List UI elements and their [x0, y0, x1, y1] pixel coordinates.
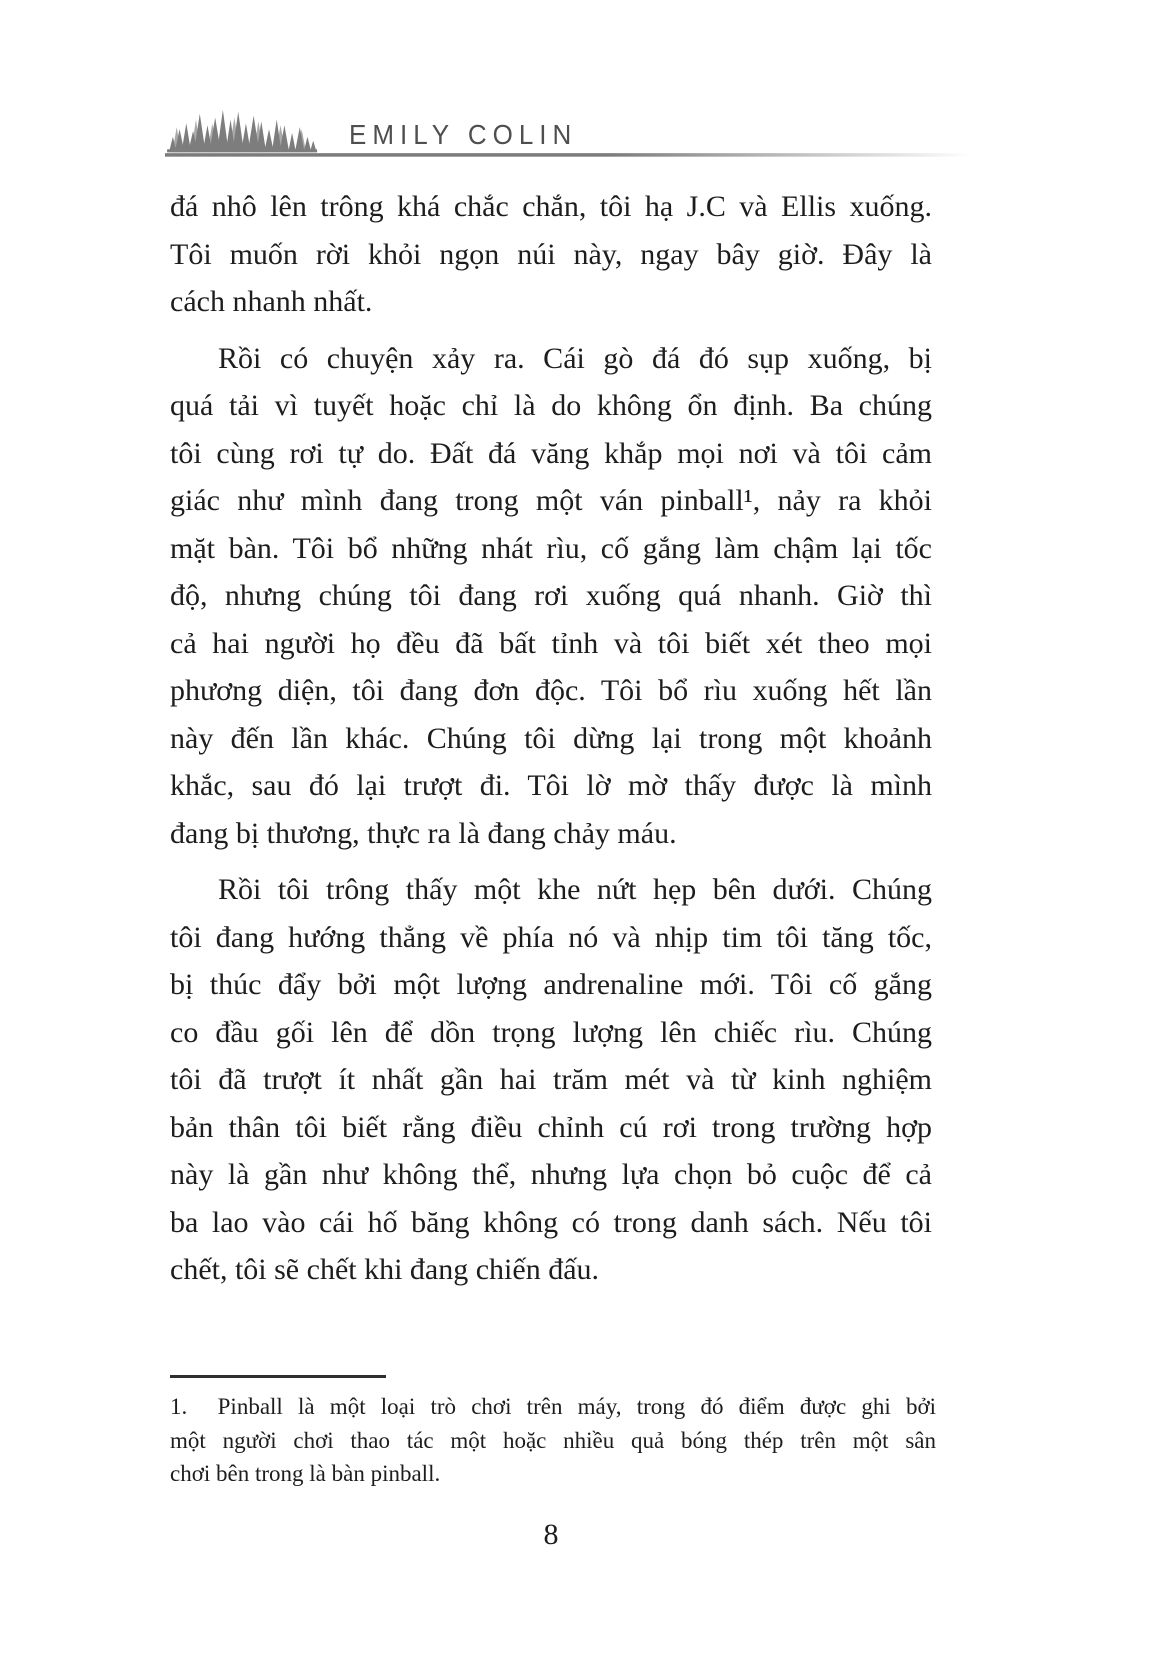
text-line: tôi đã trượt ít nhất gần hai trăm mét và từ kinh nghiệm — [170, 1063, 932, 1096]
text-line: 1. Pinball là một loại trò chơi trên máy, trong đó điểm được ghi bởi — [170, 1394, 936, 1419]
text-line: đang bị thương, thực ra là đang chảy máu. — [170, 816, 677, 850]
text-line: khắc, sau đó lại trượt đi. Tôi lờ mờ thấy được là mình — [170, 769, 932, 802]
page-number: 8 — [543, 1518, 559, 1551]
author-name: EMILY COLIN — [349, 118, 578, 151]
text-line: đá nhô lên trông khá chắc chắn, tôi hạ J.C và Ellis xuống. — [170, 190, 932, 223]
text-line: cách nhanh nhất. — [170, 285, 373, 318]
text-line: mặt bàn. Tôi bổ những nhát rìu, cố gắng làm chậm lại tốc — [170, 531, 932, 565]
text-line: tôi cùng rơi tự do. Đất đá văng khắp mọi nơi và tôi cảm — [170, 436, 932, 470]
text-line: tôi đang hướng thẳng về phía nó và nhịp tim tôi tăng tốc, — [170, 920, 932, 954]
text-line: phương diện, tôi đang đơn độc. Tôi bổ rìu xuống hết lần — [170, 674, 932, 707]
text-line: giác như mình đang trong một ván pinball¹, nảy ra khỏi — [170, 484, 932, 517]
text-line: co đầu gối lên để dồn trọng lượng lên chiếc rìu. Chúng — [170, 1015, 932, 1049]
header-rule — [165, 153, 973, 157]
footnote-separator — [170, 1375, 386, 1378]
text-line: này là gần như không thể, nhưng lựa chọn bỏ cuộc để cả — [170, 1158, 932, 1191]
text-line: ba lao vào cái hố băng không có trong danh sách. Nếu tôi — [170, 1205, 932, 1239]
text-line: một người chơi thao tác một hoặc nhiều quả bóng thép trên một sân — [170, 1427, 936, 1453]
text-line: quá tải vì tuyết hoặc chỉ là do không ổn định. Ba chúng — [170, 389, 932, 422]
header-row — [165, 106, 985, 156]
paragraph — [170, 335, 932, 858]
text-line: Rồi có chuyện xảy ra. Cái gò đá đó sụp xuống, bị — [218, 341, 932, 375]
text-line: Rồi tôi trông thấy một khe nứt hẹp bên dưới. Chúng — [218, 873, 932, 906]
text-line: bị thúc đẩy bởi một lượng andrenaline mới. Tôi cố gắng — [170, 968, 932, 1001]
footnote — [170, 1390, 936, 1491]
text-line: chơi bên trong là bàn pinball. — [170, 1461, 441, 1486]
text-line: chết, tôi sẽ chết khi đang chiến đấu. — [170, 1253, 600, 1286]
text-line: này đến lần khác. Chúng tôi dừng lại trong một khoảnh — [170, 721, 932, 755]
text-line: cả hai người họ đều đã bất tỉnh và tôi biết xét theo mọi — [170, 626, 932, 660]
pine-forest-icon — [165, 106, 323, 156]
text-line: Tôi muốn rời khỏi ngọn núi này, ngay bây giờ. Đây là — [170, 237, 932, 271]
page-header — [165, 106, 985, 162]
text-line: độ, nhưng chúng tôi đang rơi xuống quá nhanh. Giờ thì — [170, 579, 932, 612]
paragraph — [170, 866, 932, 1294]
paragraph — [170, 1390, 936, 1491]
paragraph — [170, 183, 932, 326]
body-text — [170, 183, 932, 1294]
text-line: bản thân tôi biết rằng điều chỉnh cú rơi trong trường hợp — [170, 1110, 932, 1144]
